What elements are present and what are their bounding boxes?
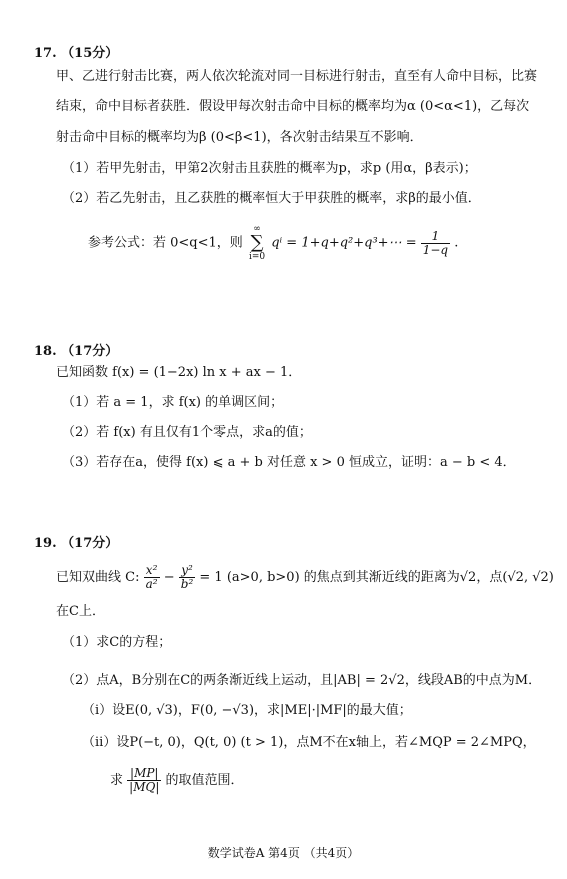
sum-notation [249,224,265,262]
page-footer: 数学试卷A 第4页 （共4页） [207,846,360,860]
problem-19-last-line [110,766,244,796]
fraction-2-numerator: y² [181,563,193,577]
problem-17-line-3: 射击命中目标的概率均为β (0<β<1)，各次射击结果互不影响． [56,130,423,145]
reference-formula-suffix: . [454,235,459,251]
sum-lower-limit: i=0 [248,252,266,262]
reference-formula-prefix: 参考公式：若 0<q<1，则 [88,235,243,251]
series-fraction-denominator: 1−q [422,242,449,257]
y-squared-over-b-squared [179,564,196,591]
sum-symbol: ∑ [250,232,264,253]
fraction-2-denominator: b² [180,577,194,591]
problem-17-part-2: （2）若乙先射击，且乙获胜的概率恒大于甲获胜的概率，求β的最小值． [62,191,481,206]
series-fraction-numerator: 1 [431,228,440,243]
problem-18-part-1: （1）若 a = 1，求 f(x) 的单调区间； [62,395,284,410]
minus-sign: − [163,570,175,585]
last-line-suffix: 的取值范围． [165,773,244,788]
hyperbola-prefix: 已知双曲线 C: [56,570,140,585]
problem-19-line-2: 在C上． [56,604,105,619]
problem-17-line-1: 甲、乙进行射击比赛，两人依次轮流对同一目标进行射击，直至有人命中目标，比赛 [56,69,538,84]
series-expression: qⁱ = 1+q+q²+q³+⋯ = [271,235,417,251]
problem-18-heading: 18. （17分） [34,344,119,359]
problem-17-part-1: （1）若甲先射击，甲第2次射击且获胜的概率为p，求p (用α，β表示)； [62,161,477,176]
problem-17-line-2: 结束，命中目标者获胜．假设甲每次射击命中目标的概率均为α (0<α<1)，乙每次 [56,99,530,114]
problem-18-stem: 已知函数 f(x) = (1−2x) ln x + ax − 1． [56,365,302,380]
reference-formula [88,224,458,262]
problem-18-part-2: （2）若 f(x) 有且仅有1个零点，求a的值； [62,425,312,440]
fraction-1-denominator: a² [145,577,158,591]
ratio-denominator: |MQ| [129,780,160,794]
ratio-numerator: |MP| [130,766,159,780]
problem-19-part-1: （1）求C的方程； [62,635,172,650]
problem-18-part-3: （3）若存在a，使得 f(x) ⩽ a + b 对任意 x > 0 恒成立，证明：a − b < 4． [62,455,516,470]
problem-19-part-2-ii: （ii）设P(−t, 0)，Q(t, 0) (t > 1)，点M不在x轴上，若∠MQP = 2∠MPQ， [82,735,536,750]
hyperbola-rest: = 1 (a>0, b>0) 的焦点到其渐近线的距离为√2，点(√2, √2) [199,570,554,585]
problem-19-part-2: （2）点A，B分别在C的两条渐近线上运动，且|AB| = 2√2，线段AB的中点为M． [62,673,542,688]
problem-17-heading: 17. （15分） [34,46,119,61]
ratio-mp-mq [127,767,161,794]
problem-19-heading: 19. （17分） [34,536,119,551]
last-line-prefix: 求 [110,773,124,788]
problem-19-stem [56,564,554,592]
problem-19-part-2-i: （i）设E(0, √3)，F(0, −√3)，求|ME|·|MF|的最大值； [82,703,412,718]
fraction-1-numerator: x² [145,563,158,577]
sum-upper-limit: ∞ [253,224,261,234]
series-sum-fraction [421,230,450,257]
x-squared-over-a-squared [144,564,160,591]
